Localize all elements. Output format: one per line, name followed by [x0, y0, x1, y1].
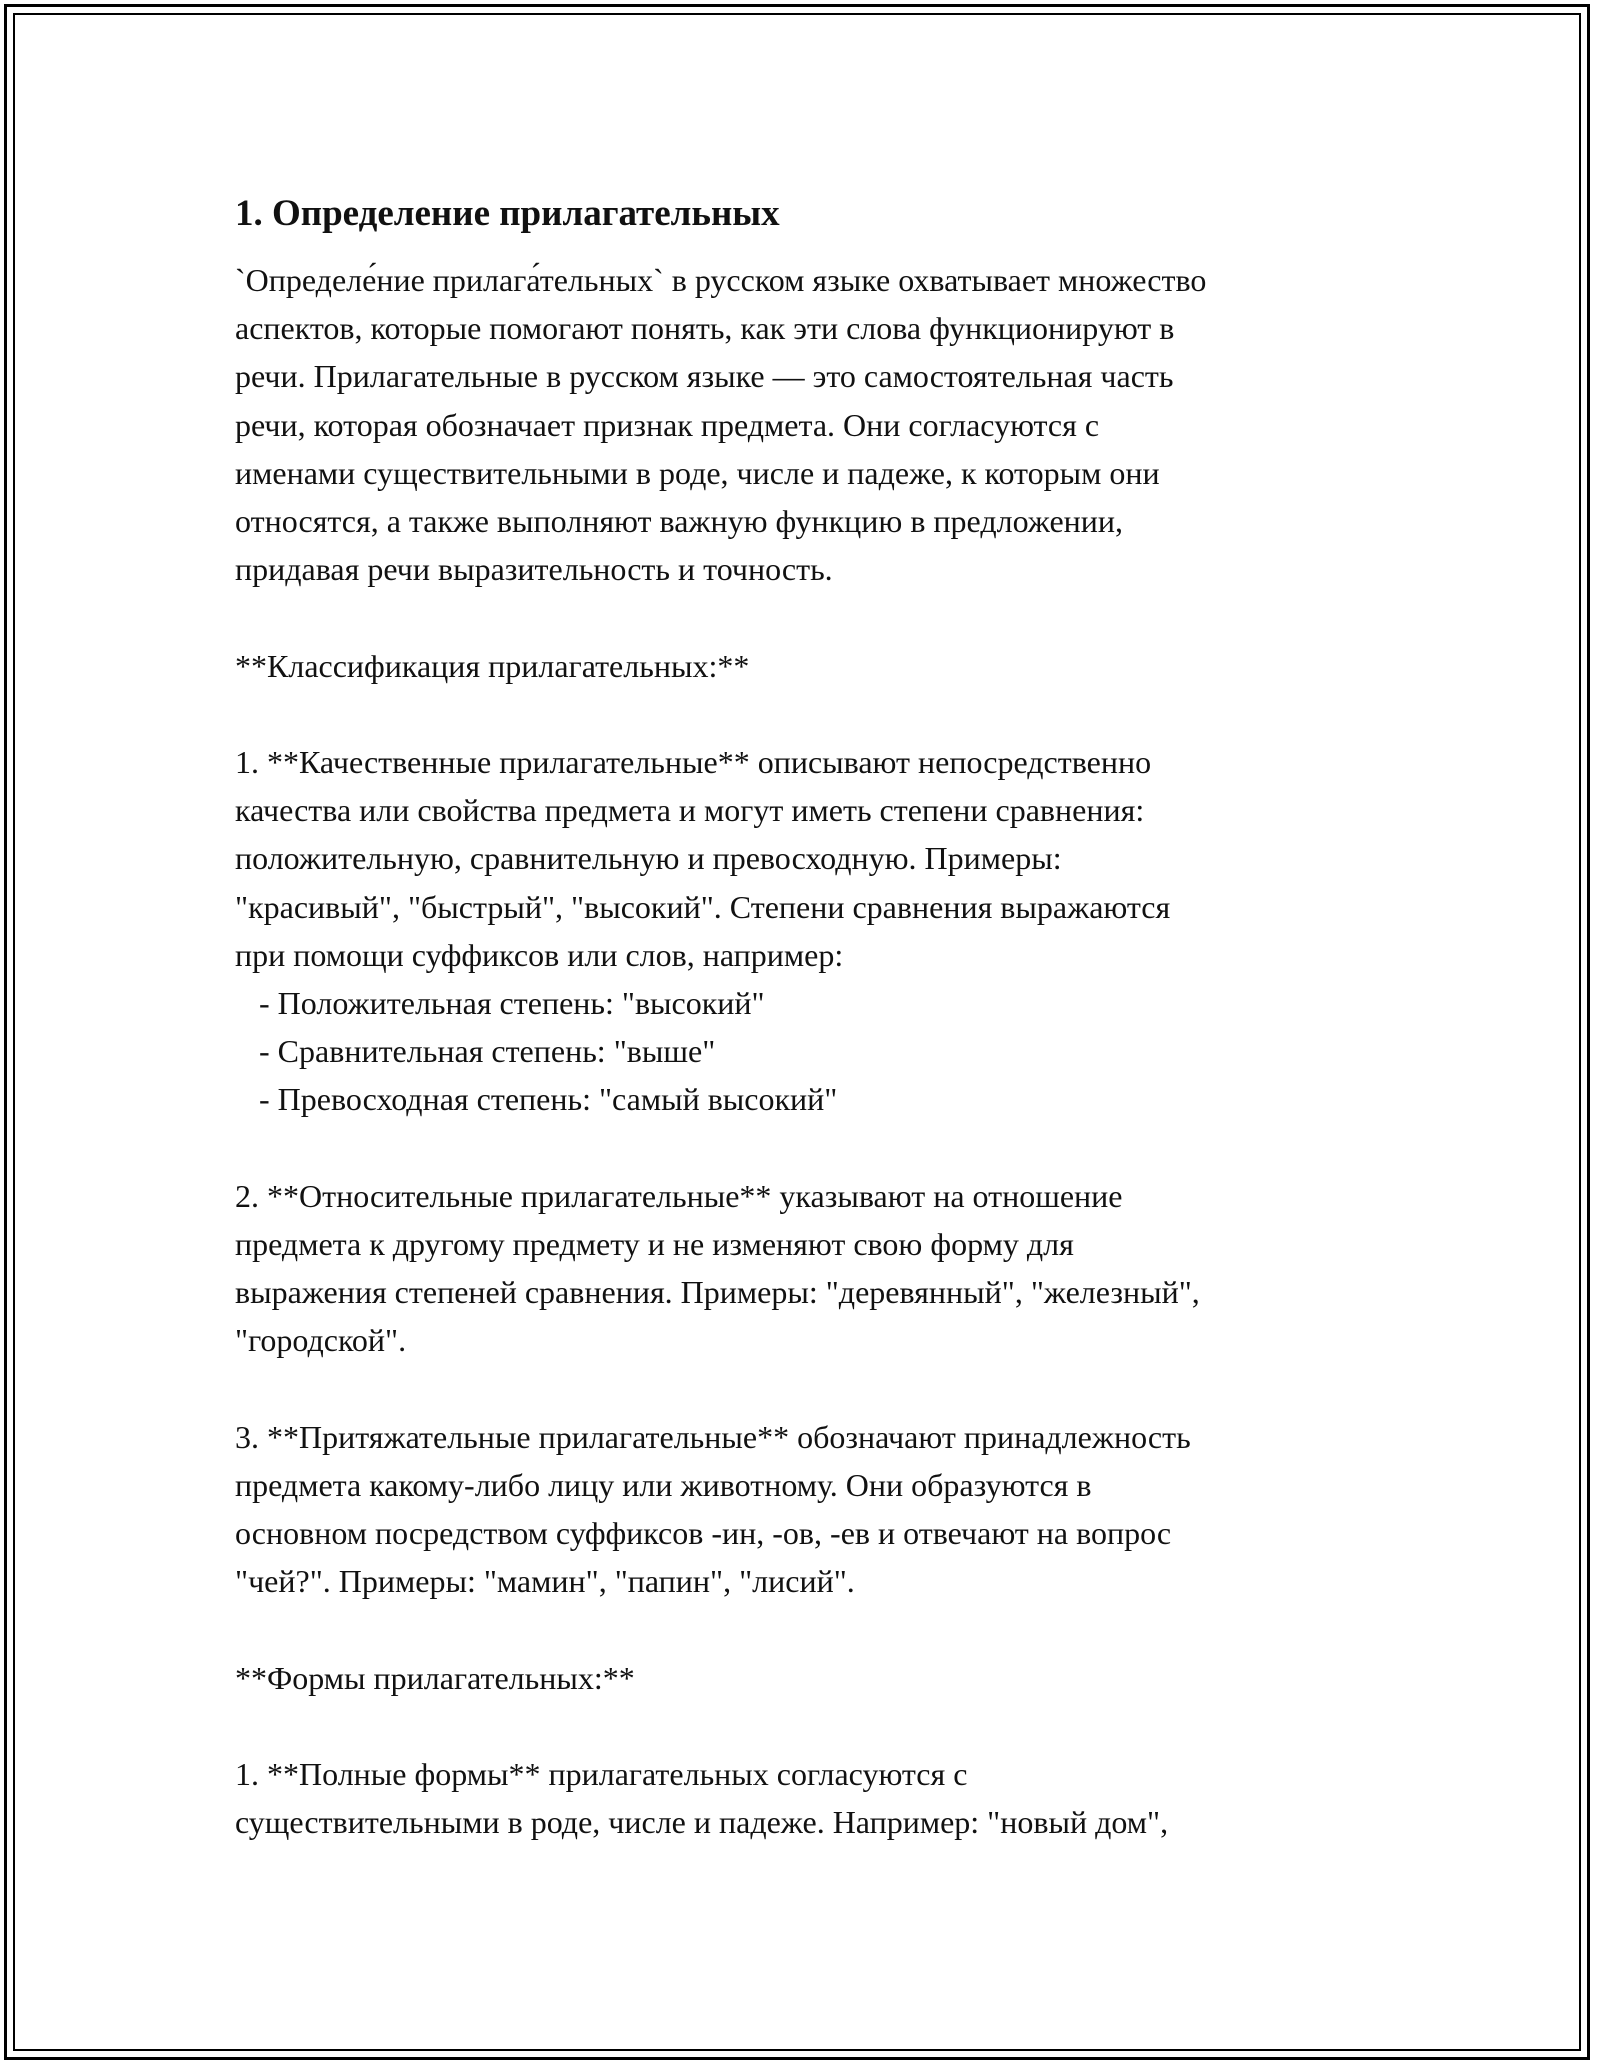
full-forms-item — [235, 1750, 1375, 1846]
text-line: речи, которая обозначает признак предмета. Они согласуются с — [235, 406, 1100, 443]
text-line: 3. **Притяжательные прилагательные** обозначают принадлежность — [235, 1418, 1191, 1455]
text-line: придавая речи выразительность и точность. — [235, 551, 833, 588]
forms-heading — [235, 1654, 1375, 1702]
classification-heading — [235, 642, 1375, 690]
text-line: предмета к другому предмету и не изменяют свою форму для — [235, 1226, 1074, 1263]
text-line: **Формы прилагательных:** — [235, 1659, 635, 1696]
text-line: 1. **Полные формы** прилагательных согласуются с — [235, 1756, 968, 1793]
text-line: **Классификация прилагательных:** — [235, 647, 750, 684]
section-heading: 1. Определение прилагательных — [235, 193, 780, 234]
text-line: - Положительная степень: "высокий" — [235, 985, 765, 1022]
text-line: качества или свойства предмета и могут иметь степени сравнения: — [235, 792, 1145, 829]
text-line: основном посредством суффиксов -ин, -ов, -ев и отвечают на вопрос — [235, 1515, 1172, 1552]
possessive-item — [235, 1413, 1375, 1606]
text-line: `Определе́ние прилага́тельных` в русском языке охватывает множество — [235, 262, 1207, 298]
text-line: 1. **Качественные прилагательные** описывают непосредственно — [235, 744, 1152, 780]
text-line: - Сравнительная степень: "выше" — [235, 1033, 716, 1070]
document-blocks — [235, 256, 1375, 1847]
relative-item — [235, 1172, 1375, 1365]
text-line: предмета какому-либо лицу или животному. Они образуются в — [235, 1467, 1092, 1504]
text-line: именами существительными в роде, числе и падеже, к которым они — [235, 454, 1160, 491]
text-line: 2. **Относительные прилагательные** указывают на отношение — [235, 1177, 1123, 1214]
text-line: положительную, сравнительную и превосходную. Примеры: — [235, 840, 1062, 877]
text-line: "красивый", "быстрый", "высокий". Степени сравнения выражаются — [235, 888, 1171, 925]
text-line: существительными в роде, числе и падеже. Например: "новый дом", — [235, 1804, 1169, 1841]
document-body — [235, 190, 1375, 1847]
qualitative-item — [235, 738, 1375, 1124]
intro-paragraph — [235, 256, 1375, 593]
text-line: речи. Прилагательные в русском языке — это самостоятельная часть — [235, 358, 1174, 395]
text-line: аспектов, которые помогают понять, как эти слова функционируют в — [235, 310, 1175, 347]
text-line: "городской". — [235, 1322, 407, 1359]
text-line: относятся, а также выполняют важную функцию в предложении, — [235, 503, 1124, 540]
text-line: - Превосходная степень: "самый высокий" — [235, 1081, 838, 1118]
text-line: "чей?". Примеры: "мамин", "папин", "лисий". — [235, 1563, 855, 1600]
text-line: при помощи суффиксов или слов, например: — [235, 936, 844, 973]
text-line: выражения степеней сравнения. Примеры: "деревянный", "железный", — [235, 1274, 1200, 1311]
